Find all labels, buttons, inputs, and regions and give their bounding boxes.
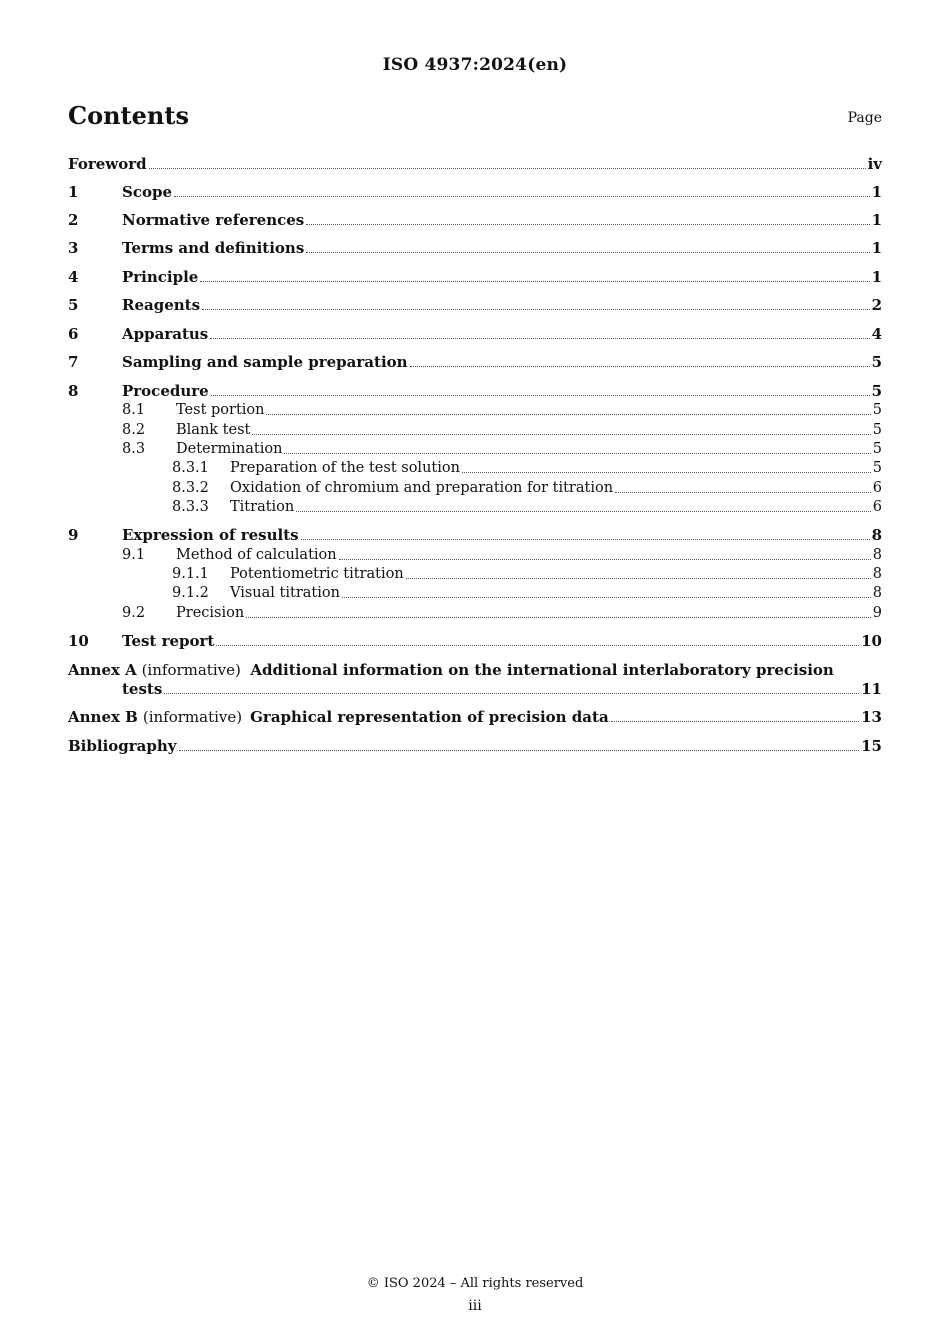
- toc-entry-number: 7: [68, 353, 79, 371]
- toc-entry-number: 9.1.2: [172, 585, 209, 601]
- toc-entry-title: Scope: [122, 183, 173, 201]
- toc-entry-page: 11: [861, 680, 882, 698]
- toc-entry[interactable]: [68, 458, 882, 478]
- toc-entry-page: 6: [872, 480, 882, 496]
- toc-entry-page: 6: [872, 499, 882, 515]
- toc-entry-number: 8.3: [122, 441, 146, 457]
- toc-entry-number: 9: [68, 526, 79, 544]
- toc-entry-number: 8.3.2: [172, 480, 209, 496]
- toc-entry-title: Expression of results: [122, 526, 299, 544]
- toc-entry[interactable]: [68, 381, 882, 401]
- toc-entry-page: 9: [872, 605, 882, 621]
- toc-entry-number: 4: [68, 268, 79, 286]
- toc-entry-number: 8.3.3: [172, 499, 209, 515]
- toc-entry-number: 8: [68, 382, 79, 400]
- toc-entry-page: 8: [871, 526, 882, 544]
- toc-entry-title: Preparation of the test solution: [230, 460, 460, 476]
- toc-entry-number: 8.2: [122, 422, 146, 438]
- toc-entry[interactable]: [68, 525, 882, 545]
- toc-entry-title: Normative references: [122, 211, 305, 229]
- annex-title: Graphical representation of precision data: [250, 708, 609, 726]
- toc-entry-title: Apparatus: [122, 325, 209, 343]
- toc-entry-title: Test portion: [176, 402, 265, 418]
- footer-copyright: © ISO 2024 – All rights reserved: [366, 1276, 584, 1291]
- toc-entry-title: Procedure: [122, 382, 209, 400]
- toc-entry-page: 13: [861, 708, 882, 726]
- toc-entry[interactable]: [68, 497, 882, 517]
- toc-entry[interactable]: [68, 545, 882, 565]
- toc-entry-page: 5: [871, 382, 882, 400]
- toc-entry[interactable]: [68, 182, 882, 202]
- toc-entry-page: 10: [861, 632, 882, 650]
- toc-entry-title: Potentiometric titration: [230, 566, 404, 582]
- toc-entry-page: 4: [871, 325, 882, 343]
- toc-entry-number: 10: [68, 632, 89, 650]
- toc-entry[interactable]: [68, 439, 882, 459]
- toc-entry-number: 6: [68, 325, 79, 343]
- toc-entry-number: 9.1.1: [172, 566, 209, 582]
- toc-entry-page: 1: [871, 211, 882, 229]
- footer-page-number: iii: [468, 1298, 482, 1314]
- annex-title: Additional information on the international interlaboratory precision: [250, 661, 834, 679]
- contents-title: Contents: [68, 101, 189, 130]
- toc-entry[interactable]: [68, 603, 882, 623]
- toc-entry-foreword[interactable]: [68, 154, 882, 174]
- annex-label: Annex B: [68, 708, 138, 726]
- toc-entry-title: Titration: [230, 499, 295, 515]
- toc-entry-page: 5: [872, 402, 882, 418]
- toc-entry-page: 1: [871, 268, 882, 286]
- toc-entry[interactable]: [68, 295, 882, 315]
- toc-annex-a[interactable]: [68, 660, 882, 680]
- toc-entry-page: 1: [871, 183, 882, 201]
- toc-entry-number: 1: [68, 183, 79, 201]
- toc-entry-title: Terms and definitions: [122, 239, 305, 257]
- toc-annex-b[interactable]: [68, 707, 882, 727]
- toc-annex-a-continuation[interactable]: [68, 679, 882, 699]
- toc-entry-title: Sampling and sample preparation: [122, 353, 408, 371]
- toc-entry-title: Oxidation of chromium and preparation for titration: [230, 480, 614, 496]
- toc-entry[interactable]: [68, 267, 882, 287]
- toc-entry[interactable]: [68, 583, 882, 603]
- toc-entry-title: Precision: [176, 605, 245, 621]
- toc-entry-number: 3: [68, 239, 79, 257]
- toc-entry-page: 8: [872, 547, 882, 563]
- toc-entry[interactable]: [68, 478, 882, 498]
- toc-entry[interactable]: [68, 238, 882, 258]
- document-id: ISO 4937:2024(en): [382, 55, 568, 75]
- toc-entry[interactable]: [68, 420, 882, 440]
- toc-entry-title: Bibliography: [68, 737, 177, 755]
- toc-entry-page: 5: [872, 441, 882, 457]
- toc-entry-page: iv: [867, 155, 882, 173]
- toc-entry-bibliography[interactable]: [68, 736, 882, 756]
- annex-label: Annex A: [68, 661, 137, 679]
- toc-entry-title: Foreword: [68, 155, 147, 173]
- toc-entry-title: Test report: [122, 632, 215, 650]
- toc-entry-page: 15: [861, 737, 882, 755]
- toc-entry-title: Method of calculation: [176, 547, 337, 563]
- toc-entry-title: Principle: [122, 268, 199, 286]
- toc-entry-page: 2: [871, 296, 882, 314]
- toc-entry[interactable]: [68, 564, 882, 584]
- toc-entry-page: 5: [871, 353, 882, 371]
- annex-type: (informative): [142, 708, 243, 726]
- toc-entry-title: Reagents: [122, 296, 201, 314]
- toc-entry[interactable]: [68, 210, 882, 230]
- toc-entry[interactable]: [68, 324, 882, 344]
- toc-entry-number: 9.2: [122, 605, 146, 621]
- toc-entry-page: 1: [871, 239, 882, 257]
- toc-entry-page: 8: [872, 566, 882, 582]
- toc-entry-number: 9.1: [122, 547, 146, 563]
- page-column-label: Page: [847, 110, 882, 126]
- toc-entry[interactable]: [68, 352, 882, 372]
- toc-entry-title: Visual titration: [230, 585, 340, 601]
- annex-title-continuation: tests: [122, 680, 163, 698]
- toc-entry-page: 5: [872, 422, 882, 438]
- toc-entry[interactable]: [68, 400, 882, 420]
- toc-entry-page: 5: [872, 460, 882, 476]
- toc-entry-number: 5: [68, 296, 79, 314]
- toc-entry-title: Blank test: [176, 422, 251, 438]
- toc-entry-number: 2: [68, 211, 79, 229]
- annex-type: (informative): [141, 661, 241, 679]
- toc-entry[interactable]: [68, 631, 882, 651]
- toc-entry-number: 8.3.1: [172, 460, 209, 476]
- toc-entry-number: 8.1: [122, 402, 146, 418]
- toc-entry-title: Determination: [176, 441, 283, 457]
- toc-entry-page: 8: [872, 585, 882, 601]
